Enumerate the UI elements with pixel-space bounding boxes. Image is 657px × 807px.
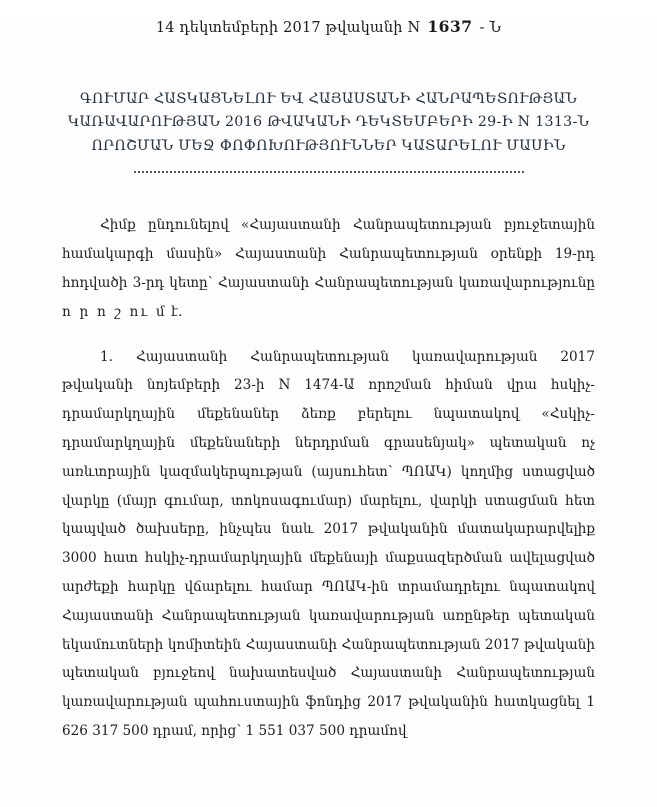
title-line-2: ԿԱՌԱՎԱՐՈՒԹՅԱՆ 2016 ԹՎԱԿԱՆԻ ԴԵԿՏԵՄԲԵՐԻ 29-Ի N 1313-Ն — [67, 114, 590, 131]
title-divider — [134, 171, 524, 173]
title-line-3: ՈՐՈՇՄԱՆ ՄԵՋ ՓՈՓՈԽՈՒԹՅՈՒՆՆԵՐ ԿԱՏԱՐԵԼՈՒ ՄԱՍԻՆ — [91, 137, 566, 154]
paragraph-item-1: 1. Հայաստանի Հանրապետության կառավարության 2017 թվականի նոյեմբերի 23-ի N 1474-Ա որոշման հիման վրա հսկիչ-դրամարկղային մեքենաներ ձեռք բերելու նպատակով «Հսկիչ-դրամարկղային մեքենաների ներդրման գրասենյակ» պետական ոչ առևտրային կազմակերպության (այսուհետ՝ ՊՈԱԿ) կողմից ստացված վարկը (մայր գումար, տոկոսագումար) մարելու, վարկի ստացման հետ կապված ծախսերը, ինչպես նաև 2017 թվականին մատակարարվելիք 3000 հատ հսկիչ-դրամարկղային մեքենայի մաքսազերծման ավելացված արժեքի հարկը վճարելու համար ՊՈԱԿ-ին տրամադրելու նպատակով Հայաստանի Հանրապետության կառավարության առընթեր պետական եկամուտների կոմիտեին Հայաստանի Հանրապետության 2017 թվականի պետական բյուջեով նախատեսված Հայաստանի Հանրապետության կառավարության պահուստային ֆոնդից 2017 թվականին հատկացնել 1 626 317 500 դրամ, որից՝ 1 551 037 500 դրամով — [62, 348, 595, 740]
paragraph-preamble — [62, 211, 595, 326]
document-body — [62, 211, 595, 746]
preamble-end: է. — [171, 303, 183, 320]
header-decree-number: 1637 — [427, 17, 473, 36]
header-date-prefix: 14 դեկտեմբերի 2017 թվականի N — [155, 20, 421, 36]
preamble-decides: ո ր ո շ ու մ — [62, 303, 167, 320]
document-title — [62, 88, 595, 158]
document-page — [0, 17, 657, 807]
document-header — [62, 17, 595, 36]
title-line-1: ԳՈՒՄԱՐ ՀԱՏԿԱՑՆԵԼՈՒ ԵՎ ՀԱՅԱՍՏԱՆԻ ՀԱՆՐԱՊԵՏՈՒԹՅԱՆ — [80, 91, 577, 107]
header-suffix: - Ն — [479, 20, 502, 36]
preamble-text: Հիմք ընդունելով «Հայաստանի Հանրապետության բյուջետային համակարգի մասին» Հայաստանի Հանրապետության օրենքի 19-րդ հոդվածի 3-րդ կետը՝ Հայաստանի Հանրապետության կառավարությունը — [62, 217, 595, 291]
